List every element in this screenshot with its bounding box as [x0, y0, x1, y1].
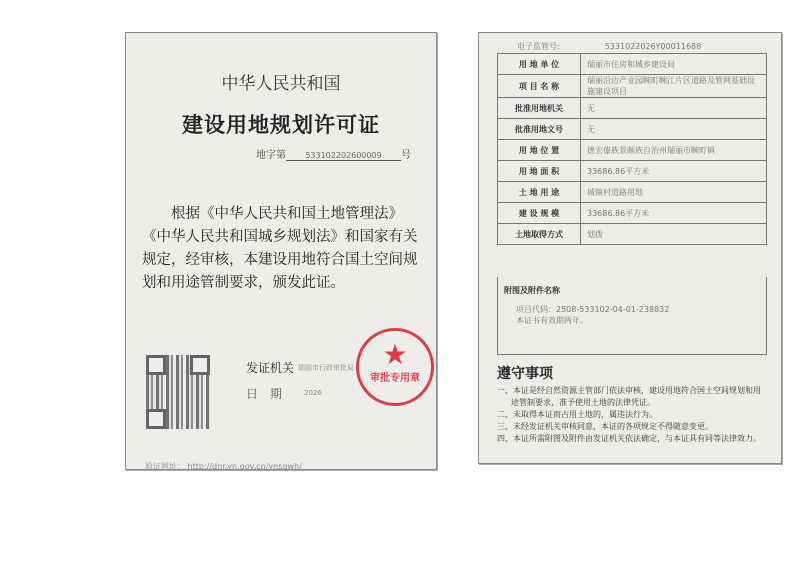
- eid-label: 电子监管号:: [517, 42, 560, 51]
- note-item: 一、本证是经自然资源主管部门依法审核，建设用地符合国土空间规划和用途管制要求，准予使用土地的法律凭证。: [497, 386, 761, 407]
- permit-detail-page: [478, 32, 782, 464]
- row-label: 用 地 面 积: [498, 161, 581, 182]
- row-value: 瑞丽沿边产业园畹町畹江片区道路及管网基础设施建设项目: [581, 75, 767, 98]
- attachments-section: [497, 277, 767, 355]
- permit-number: [256, 146, 411, 161]
- verify-url: 验证网址： http://dnr.yn.gov.cn/ynsgwh/: [145, 462, 302, 471]
- country-heading: 中华人民共和国: [221, 74, 341, 94]
- permit-title: 建设用地规划许可证: [182, 113, 380, 137]
- issuer-value: 瑞丽市行政审批局: [298, 364, 354, 372]
- row-value: 无: [581, 119, 767, 140]
- number-suffix: 号: [401, 150, 411, 161]
- attachment-item: 本证书有效期两年。: [516, 316, 588, 325]
- star-icon: ★: [382, 338, 408, 371]
- date-label: 日 期: [246, 387, 283, 401]
- row-value: 瑞丽市住房和城乡建设局: [581, 54, 767, 75]
- permit-body-text: 根据《中华人民共和国土地管理法》《中华人民共和国城乡规划法》和国家有关规定，经审核，本建设用地符合国土空间规划和用途管制要求，颁发此证。: [142, 206, 418, 291]
- electronic-id: [517, 41, 701, 52]
- note-item: 三、未经发证机关审核同意，本证的各项规定不得随意变更。: [497, 422, 713, 431]
- row-label: 用 地 单 位: [498, 54, 581, 75]
- eid-value: 5331022026Y00011688: [604, 42, 702, 51]
- table-row: [498, 203, 767, 224]
- note-item: 二、未取得本证而占用土地的，属违法行为。: [497, 410, 657, 419]
- row-label: 建 设 规 模: [498, 203, 581, 224]
- number-value: 533102202600009: [286, 151, 401, 161]
- table-row: [498, 54, 767, 75]
- row-label: 土地取得方式: [498, 224, 581, 245]
- row-value: 无: [581, 98, 767, 119]
- table-row: [498, 98, 767, 119]
- qr-code[interactable]: [146, 355, 210, 429]
- row-value: 城镇村道路用地: [581, 182, 767, 203]
- row-label: 土 地 用 途: [498, 182, 581, 203]
- row-label: 项 目 名 称: [498, 75, 581, 98]
- table-row: [498, 224, 767, 245]
- notes-title: 遵守事项: [497, 366, 553, 382]
- note-item: 四、本证所需附图及附件由发证机关依法确定，与本证具有同等法律效力。: [497, 434, 761, 443]
- table-row: [498, 161, 767, 182]
- notes-list: [497, 385, 767, 445]
- table-row: [498, 140, 767, 161]
- issuer-label: 发证机关: [246, 361, 295, 375]
- row-label: 用 地 位 置: [498, 140, 581, 161]
- row-label: 批准用地文号: [498, 119, 581, 140]
- attachment-item: 项目代码：2508-533102-04-01-238832: [516, 305, 670, 314]
- table-row: [498, 75, 767, 98]
- number-prefix: 地字第: [256, 150, 286, 161]
- table-row: [498, 119, 767, 140]
- permit-front-page: [125, 32, 437, 470]
- row-value: 33686.86平方米: [581, 161, 767, 182]
- date-value: 2026: [304, 389, 322, 397]
- row-value: 33686.86平方米: [581, 203, 767, 224]
- official-seal: [356, 328, 434, 406]
- seal-text: 审批专用章: [370, 373, 420, 384]
- row-value: 德宏傣族景颇族自治州瑞丽市畹町镇: [581, 140, 767, 161]
- row-label: 批准用地机关: [498, 98, 581, 119]
- permit-table: [497, 53, 767, 245]
- row-value: 划拨: [581, 224, 767, 245]
- table-row: [498, 182, 767, 203]
- attachments-title: 附图及附件名称: [504, 286, 560, 295]
